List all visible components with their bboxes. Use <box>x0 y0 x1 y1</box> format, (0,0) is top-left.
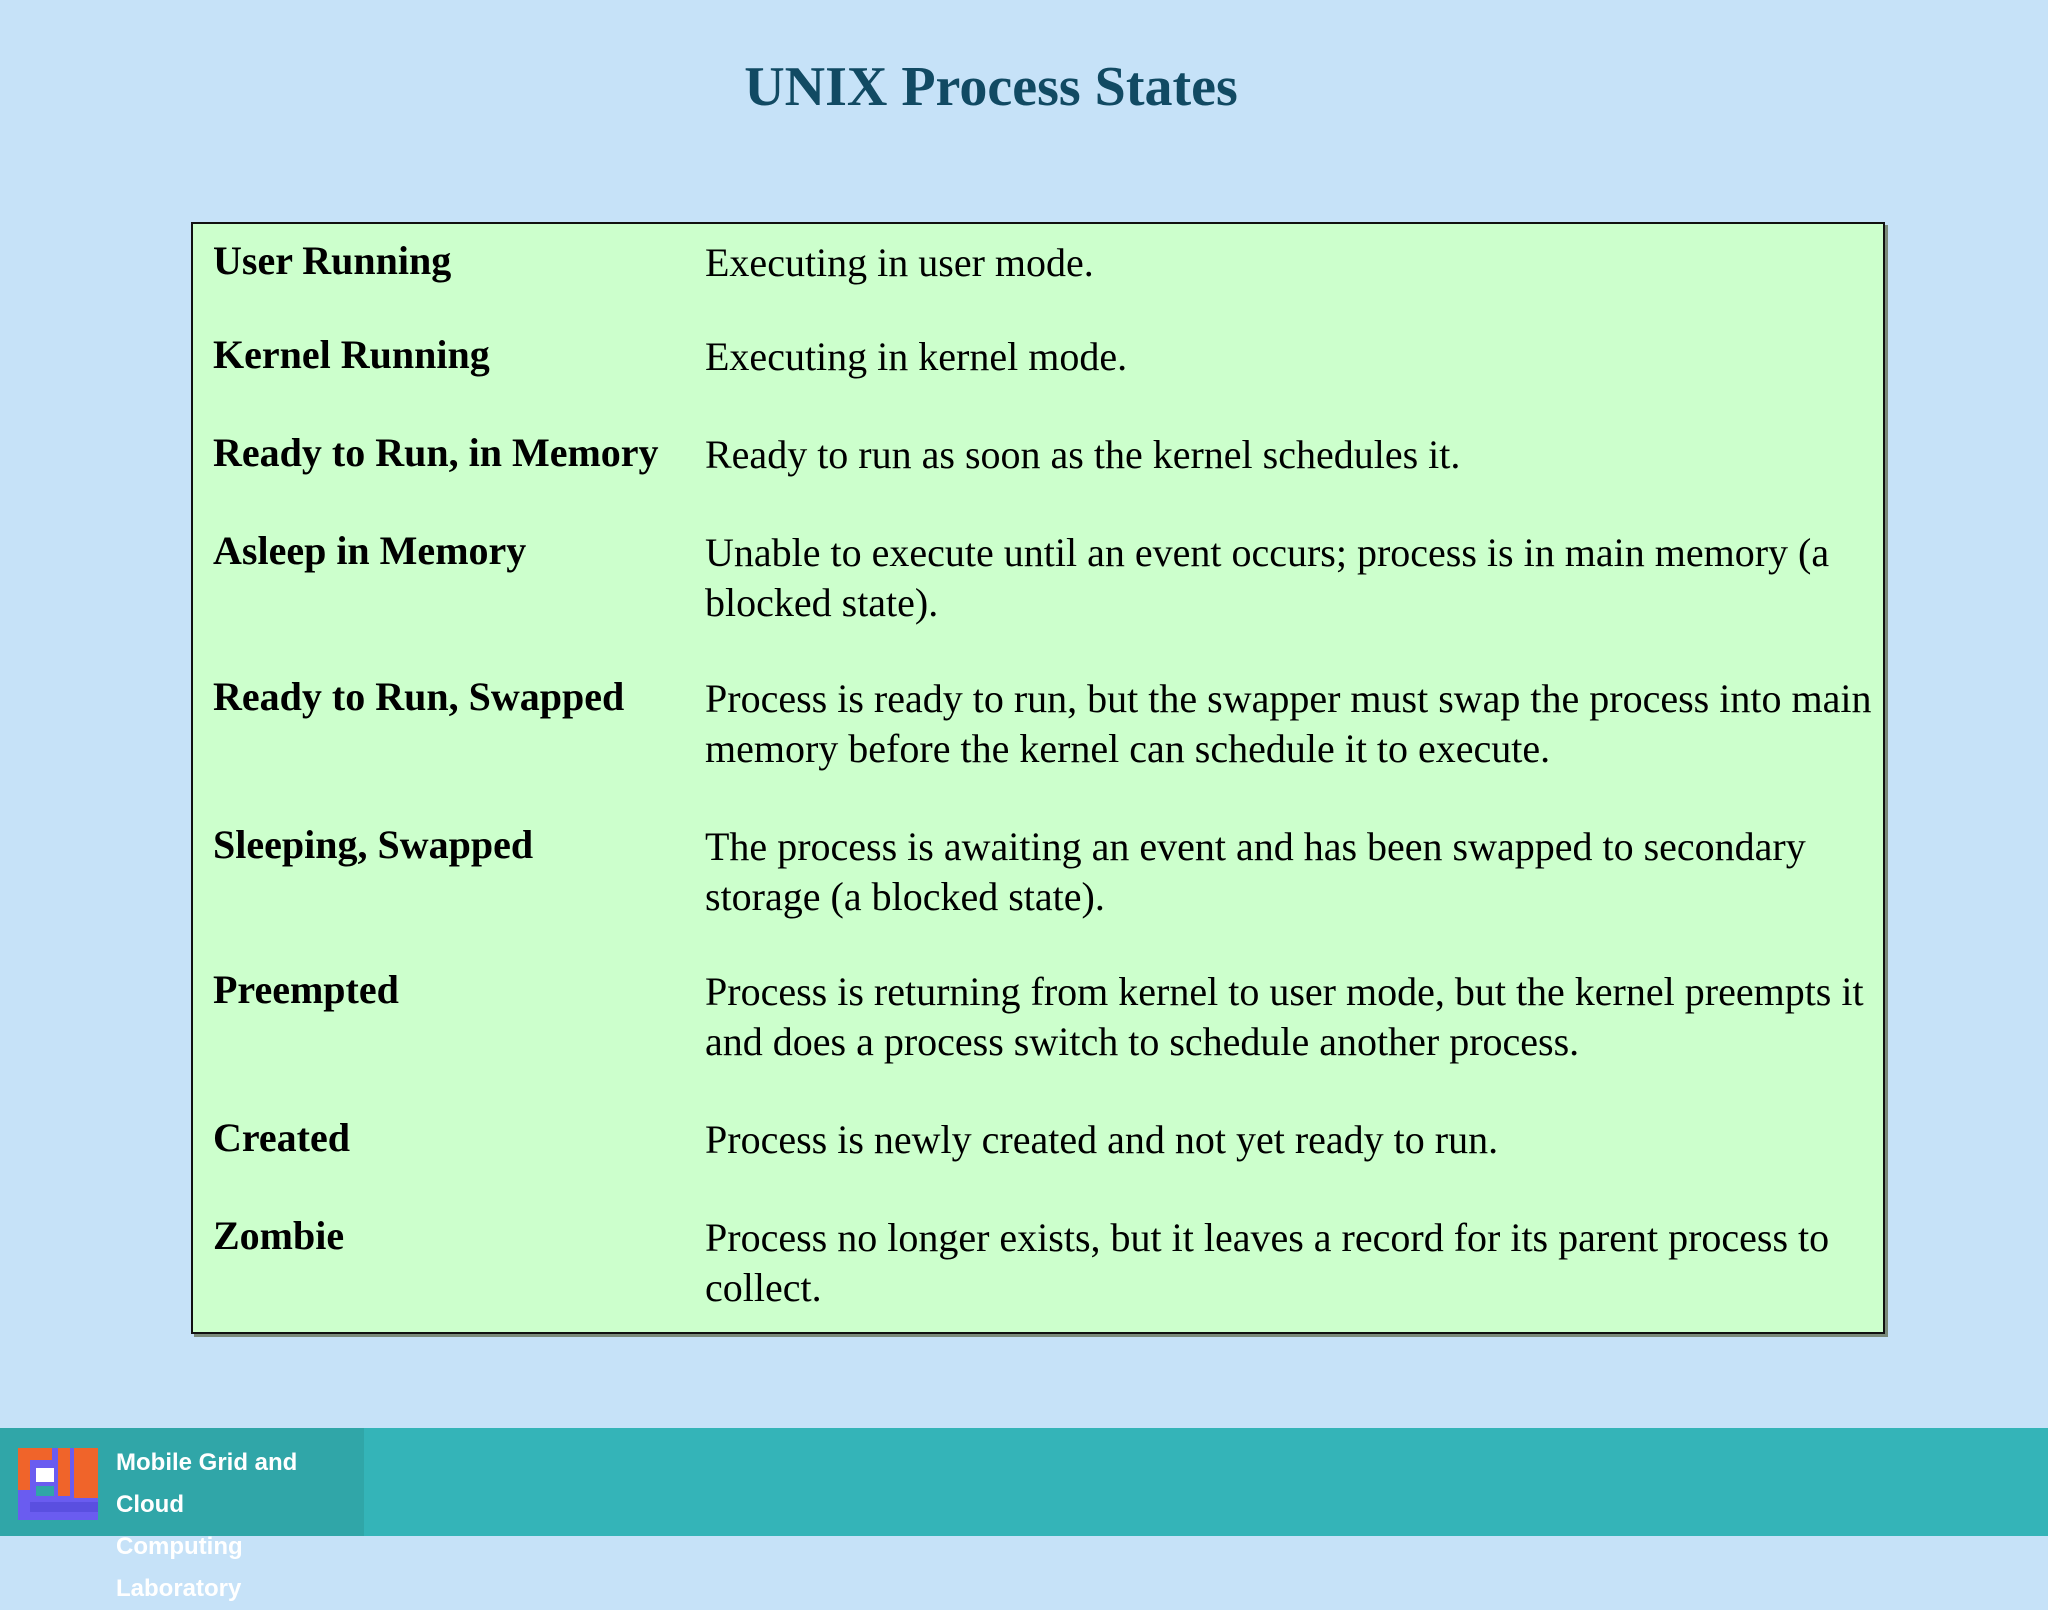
state-name: Zombie <box>213 1213 345 1258</box>
state-description: Ready to run as soon as the kernel schedules it. <box>705 432 1461 477</box>
state-name: Ready to Run, in Memory <box>213 430 659 475</box>
state-description: Process is returning from kernel to user mode, but the kernel preempts it and does a process switch to schedule another process. <box>705 969 1864 1064</box>
state-name: Ready to Run, Swapped <box>213 674 625 719</box>
footer-bar <box>0 1428 2048 1602</box>
slide-title: UNIX Process States <box>744 56 1238 118</box>
state-description: Process no longer exists, but it leaves a record for its parent process to collect. <box>705 1215 1830 1310</box>
state-name: Kernel Running <box>213 332 490 377</box>
lab-logo <box>0 1428 364 1602</box>
state-name: Asleep in Memory <box>213 528 527 573</box>
process-states-table <box>191 222 1885 1334</box>
state-description: Executing in kernel mode. <box>705 334 1128 379</box>
state-description: Process is ready to run, but the swapper must swap the process into main memory before the kernel can schedule it to execute. <box>705 676 1872 771</box>
lab-logo-icon <box>14 1446 102 1522</box>
state-description: The process is awaiting an event and has been swapped to secondary storage (a blocked state). <box>705 824 1806 919</box>
state-description: Executing in user mode. <box>705 240 1094 285</box>
state-name: Sleeping, Swapped <box>213 822 534 867</box>
state-description: Unable to execute until an event occurs; process is in main memory (a blocked state). <box>705 530 1830 625</box>
lab-name <box>116 1442 356 1610</box>
lab-name-line2: Computing Laboratory <box>116 1533 243 1602</box>
lab-name-line1: Mobile Grid and Cloud <box>116 1449 298 1518</box>
state-name: User Running <box>213 238 452 283</box>
state-name: Preempted <box>213 967 399 1012</box>
state-name: Created <box>213 1115 350 1160</box>
state-description: Process is newly created and not yet ready to run. <box>705 1117 1499 1162</box>
